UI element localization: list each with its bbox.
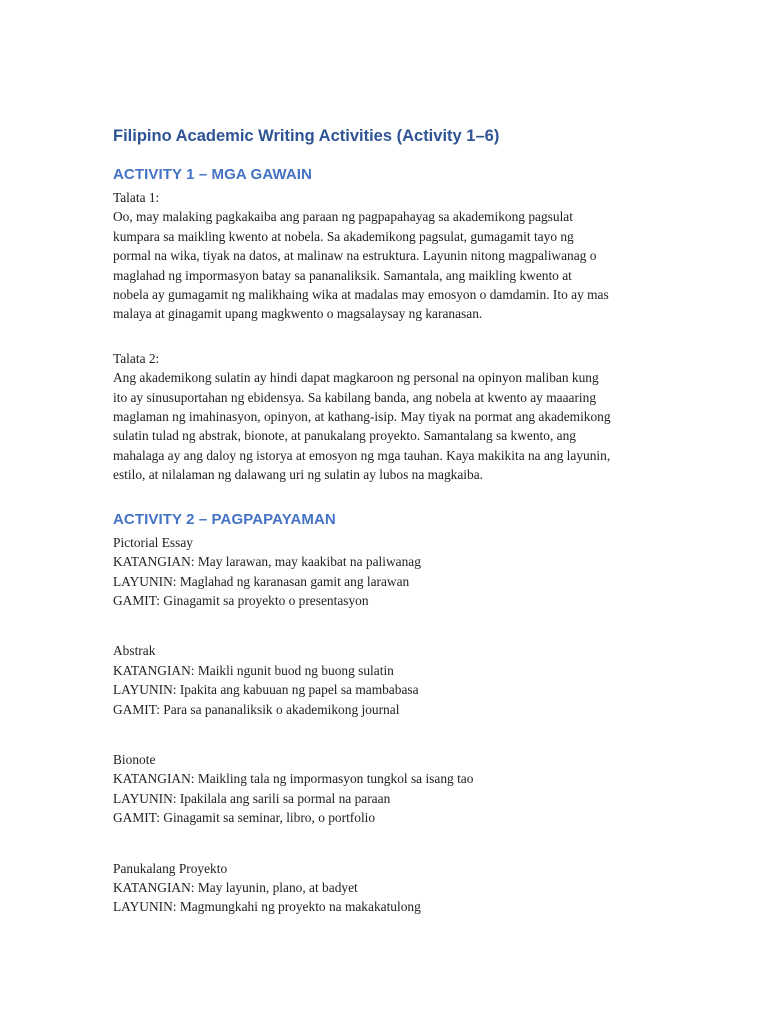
activity-2-heading: ACTIVITY 2 – PAGPAPAYAMAN [113,510,336,528]
paragraph-line: malaya at ginagamit upang magkwento o magsalaysay ng karanasan. [113,306,483,322]
paragraph-line: maglaman ng imahinasyon, opinyon, at kathang-isip. May tiyak na pormat ang akademikong [113,409,611,425]
paragraph-line: maglahad ng impormasyon batay sa pananaliksik. Samantala, ang maikling kwento at [113,267,572,283]
paragraph-line: estilo, at nilalaman ng dalawang uri ng sulatin ay lubos na magkaiba. [113,467,484,483]
item-gamit: GAMIT: Para sa pananaliksik o akademikong journal [113,701,400,717]
item-katangian: KATANGIAN: May larawan, may kaakibat na paliwanag [113,554,421,570]
paragraph-line: Ang akademikong sulatin ay hindi dapat magkaroon ng personal na opinyon maliban kung [113,370,599,386]
writing-type-item [113,859,673,917]
activity-2-section [113,509,673,917]
paragraph-line: ito ay sinusuportahan ng ebidensya. Sa kabilang banda, ang nobela at kwento ay maaaring [113,389,597,405]
item-name: Pictorial Essay [113,534,193,550]
paragraph-line: sulatin tulad ng abstrak, bionote, at panukalang proyekto. Samantalang sa kwento, ang [113,428,576,444]
item-layunin: LAYUNIN: Ipakilala ang sarili sa pormal na paraan [113,790,391,806]
writing-type-item [113,533,673,611]
paragraph-block-2 [113,349,673,485]
item-katangian: KATANGIAN: May layunin, plano, at badyet [113,879,358,895]
item-name: Abstrak [113,643,156,659]
paragraph-block-1 [113,188,673,324]
item-layunin: LAYUNIN: Magmungkahi ng proyekto na makakatulong [113,899,421,915]
activity-1-heading: ACTIVITY 1 – MGA GAWAIN [113,166,312,183]
item-gamit: GAMIT: Ginagamit sa seminar, libro, o portfolio [113,810,376,826]
paragraph-label: Talata 1: [113,190,160,205]
paragraph-line: pormal na wika, tiyak na datos, at malinaw na estruktura. Layunin nitong magpaliwanag o [113,248,597,264]
paragraph-line: nobela ay gumagamit ng malikhaing wika at madalas may emosyon o damdamin. Ito ay mas [113,287,609,303]
spacer [113,485,673,509]
writing-type-item [113,750,673,828]
item-name: Bionote [113,751,156,767]
item-gamit: GAMIT: Ginagamit sa proyekto o presentasyon [113,592,369,608]
writing-type-item [113,641,673,719]
paragraph-line: kumpara sa maikling kwento at nobela. Sa akademikong pagsulat, gumagamit tayo ng [113,228,574,244]
item-name: Panukalang Proyekto [113,860,228,876]
item-layunin: LAYUNIN: Ipakita ang kabuuan ng papel sa mambabasa [113,682,419,698]
activity-1-section [113,164,673,485]
paragraph-label: Talata 2: [113,350,160,366]
paragraph-line: mahalaga ay ang daloy ng istorya at emosyon ng mga tauhan. Kaya makikita na ang layunin, [113,447,611,463]
spacer [113,324,673,349]
item-katangian: KATANGIAN: Maikli ngunit buod ng buong sulatin [113,662,394,678]
item-layunin: LAYUNIN: Maglahad ng karanasan gamit ang larawan [113,573,410,589]
item-katangian: KATANGIAN: Maikling tala ng impormasyon tungkol sa isang tao [113,771,474,787]
document-page [113,124,673,917]
paragraph-line: Oo, may malaking pagkakaiba ang paraan ng pagpapahayag sa akademikong pagsulat [113,209,573,225]
document-title: Filipino Academic Writing Activities (Activity 1–6) [113,127,500,145]
